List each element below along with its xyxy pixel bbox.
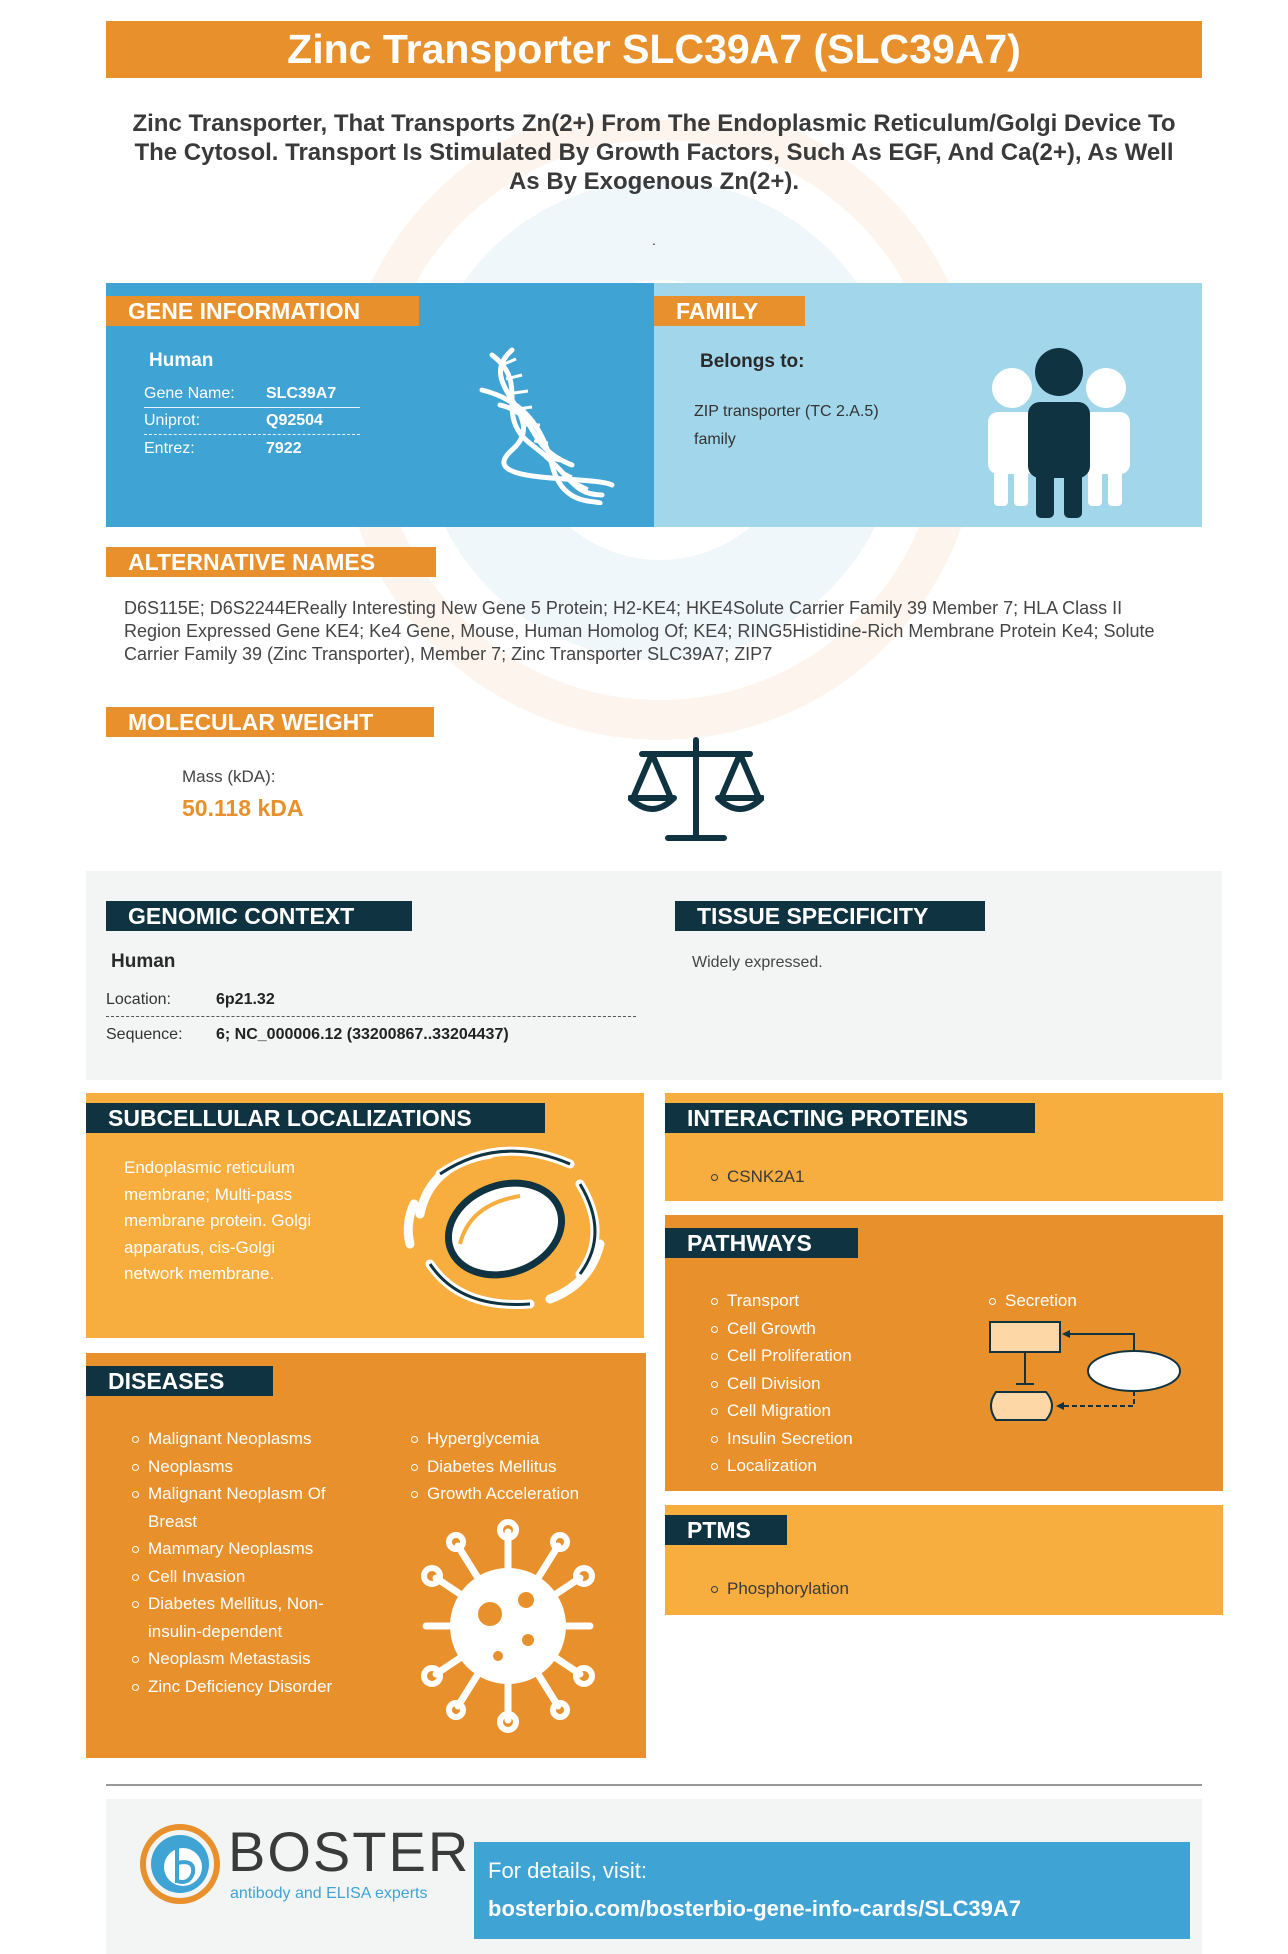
disease-item: Malignant Neoplasm Of Breast: [130, 1480, 360, 1535]
subcellular-line: apparatus, cis-Golgi: [124, 1237, 276, 1257]
gene-row-divider: [144, 434, 360, 435]
tissue-specificity-heading: TISSUE SPECIFICITY: [675, 901, 985, 931]
location-value: 6p21.32: [216, 991, 275, 1008]
disease-item: Malignant Neoplasms: [130, 1425, 360, 1453]
virus-icon: [418, 1518, 598, 1734]
pathway-item: Secretion: [987, 1287, 1187, 1315]
subcellular-text: [124, 1155, 311, 1288]
pathway-flow-icon: [986, 1318, 1182, 1424]
ptms-list: [709, 1575, 849, 1603]
diseases-list-1: [130, 1425, 360, 1700]
subcellular-line: membrane protein. Golgi: [124, 1211, 312, 1231]
ptms-heading: PTMS: [665, 1515, 787, 1545]
gene-row-divider: [144, 407, 360, 408]
entrez-label: Entrez:: [144, 440, 195, 457]
disease-item: Neoplasms: [130, 1453, 360, 1481]
pathway-item: Cell Division: [709, 1370, 949, 1398]
pathway-item: Transport: [709, 1287, 949, 1315]
pathway-item: Cell Migration: [709, 1397, 949, 1425]
pathways-list-2: [987, 1287, 1187, 1315]
visit-url[interactable]: bosterbio.com/bosterbio-gene-info-cards/SLC39A7: [488, 1896, 1021, 1921]
disease-item: Cell Invasion: [130, 1563, 360, 1591]
tissue-specificity-text: Widely expressed.: [692, 954, 823, 971]
golgi-organelle-icon: [400, 1134, 610, 1316]
genomic-row-divider: [106, 1016, 636, 1017]
balance-scale-icon: [628, 734, 764, 846]
disease-item: Mammary Neoplasms: [130, 1535, 360, 1563]
family-people-icon: [982, 346, 1136, 518]
boster-brand-name: BOSTER: [228, 1820, 471, 1883]
footer-divider: [106, 1784, 1202, 1786]
visit-label: For details, visit:: [488, 1858, 647, 1883]
ptm-item: Phosphorylation: [709, 1575, 849, 1603]
disease-item: Hyperglycemia: [409, 1425, 629, 1453]
family-heading: FAMILY: [654, 296, 805, 326]
pathway-item: Localization: [709, 1452, 949, 1480]
disease-item: Diabetes Mellitus, Non-insulin-dependent: [130, 1590, 360, 1645]
disease-item: Diabetes Mellitus: [409, 1453, 629, 1481]
boster-tagline: antibody and ELISA experts: [230, 1885, 428, 1902]
dna-icon: [472, 345, 620, 505]
gene-name-label: Gene Name:: [144, 385, 235, 402]
molecular-weight-heading: MOLECULAR WEIGHT: [106, 707, 434, 737]
entrez-value: 7922: [266, 440, 302, 457]
genomic-context-heading: GENOMIC CONTEXT: [106, 901, 412, 931]
pathway-item: Cell Growth: [709, 1315, 949, 1343]
gene-summary: Zinc Transporter, That Transports Zn(2+) From The Endoplasmic Reticulum/Golgi Device To The Cytosol. Transport Is Stimulated By Growth Factors, Such As EGF, And Ca(2+), As Well As By Exogenous Zn(2+).: [132, 110, 1176, 195]
interacting-proteins-heading: INTERACTING PROTEINS: [665, 1103, 1035, 1133]
separator-dot: .: [652, 232, 656, 248]
pathway-item: Cell Proliferation: [709, 1342, 949, 1370]
disease-item: Neoplasm Metastasis: [130, 1645, 360, 1673]
sequence-value: 6; NC_000006.12 (33200867..33204437): [216, 1026, 509, 1043]
mass-value: 50.118 kDA: [182, 795, 304, 821]
pathways-heading: PATHWAYS: [665, 1228, 858, 1258]
subcellular-line: network membrane.: [124, 1264, 275, 1284]
uniprot-value: Q92504: [266, 412, 323, 429]
mass-label: Mass (kDA):: [182, 767, 276, 786]
protein-item: CSNK2A1: [709, 1163, 804, 1191]
visit-box: [474, 1842, 1190, 1939]
disease-item: Zinc Deficiency Disorder: [130, 1673, 360, 1701]
diseases-heading: DISEASES: [86, 1366, 273, 1396]
boster-logo-icon: [139, 1823, 221, 1905]
subcellular-heading: SUBCELLULAR LOCALIZATIONS: [86, 1103, 545, 1133]
subcellular-line: Endoplasmic reticulum: [124, 1158, 296, 1177]
family-belongs-label: Belongs to:: [700, 351, 805, 372]
pathways-list-1: [709, 1287, 949, 1480]
alternative-names-heading: ALTERNATIVE NAMES: [106, 547, 436, 577]
genomic-species: Human: [111, 951, 176, 972]
location-label: Location:: [106, 991, 171, 1008]
sequence-label: Sequence:: [106, 1026, 183, 1043]
uniprot-label: Uniprot:: [144, 412, 201, 429]
alternative-names-text: D6S115E; D6S2244EReally Interesting New Gene 5 Protein; H2-KE4; HKE4Solute Carrier Family 39 Member 7; HLA Class II Region Expressed Gene KE4; Ke4 Gene, Mouse, Human Homolog Of; KE4; RING5Histidine-Rich Membrane Protein Ke4; Solute Carrier Family 39 (Zinc Transporter), Member 7; Zinc Transporter SLC39A7; ZIP7: [124, 598, 1155, 664]
pathway-item: Insulin Secretion: [709, 1425, 949, 1453]
interacting-proteins-list: [709, 1163, 804, 1191]
diseases-list-2: [409, 1425, 629, 1508]
gene-species: Human: [149, 350, 214, 371]
gene-information-heading: GENE INFORMATION: [106, 296, 419, 326]
family-name-line2: family: [694, 431, 736, 448]
page-title: Zinc Transporter SLC39A7 (SLC39A7): [106, 21, 1202, 78]
subcellular-line: membrane; Multi-pass: [124, 1184, 293, 1204]
disease-item: Growth Acceleration: [409, 1480, 629, 1508]
family-name-line1: ZIP transporter (TC 2.A.5): [694, 403, 879, 420]
gene-name-value: SLC39A7: [266, 385, 337, 402]
